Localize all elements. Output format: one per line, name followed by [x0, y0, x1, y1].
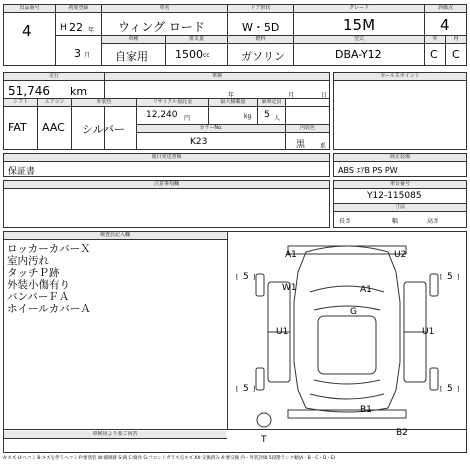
label-score: 評価点 — [425, 5, 466, 12]
inspection-year-unit: 年 — [228, 92, 235, 99]
label-post-delivery: 後日発送書類 — [4, 154, 329, 161]
tire-tr-bracket-r: ] — [457, 274, 460, 281]
dim-width: 幅 — [392, 218, 399, 225]
label-fuel: 燃料 — [228, 36, 293, 43]
tire-tr-score: 5 — [447, 272, 453, 282]
label-aircon: エアコン — [38, 99, 71, 106]
mark-b1: B1 — [360, 405, 372, 415]
tire-bl-bracket-r: ] — [253, 386, 256, 393]
displacement-unit: cc — [203, 52, 210, 59]
mileage-unit: km — [70, 85, 88, 98]
label-car-name: 車名 — [102, 5, 227, 12]
chassis-number: Y12-115085 — [367, 191, 422, 201]
post-delivery: 保証書 — [8, 167, 36, 177]
label-recycle: リサイクル預託金 — [137, 99, 208, 106]
inspector-item: ホイールカバーＡ — [7, 303, 91, 315]
model: DBA-Y12 — [335, 48, 382, 61]
label-color-no: カラーNo. — [137, 125, 285, 132]
inspection-month-unit: 月 — [288, 92, 295, 99]
max-load-unit: kg — [244, 113, 252, 120]
label-door-shape: ドア形状 — [228, 5, 293, 12]
mark-a1-front: A1 — [285, 250, 297, 260]
label-interior: 内 — [446, 36, 466, 43]
shift: FAT — [8, 121, 27, 134]
color-number: K23 — [190, 137, 208, 147]
displacement: 1500 — [175, 48, 203, 61]
label-color: 外装色 — [72, 99, 136, 106]
label-genuine: 純正装備 — [334, 154, 466, 161]
capacity: 5 — [264, 110, 270, 120]
label-car-type: 車種 — [102, 36, 165, 43]
label-exhibit-no: 出品番号 — [4, 5, 55, 12]
label-model: 型式 — [294, 36, 424, 43]
label-interior-color: 内装色 — [286, 125, 329, 132]
interior-color: 黒 — [296, 140, 306, 150]
label-displacement: 排気量 — [166, 36, 227, 43]
label-inspection: 車検 — [105, 73, 329, 80]
tire-br-bracket-l: [ — [440, 386, 443, 393]
mark-b2: B2 — [396, 428, 408, 438]
label-max-load: 最大積載量 — [209, 99, 257, 106]
first-reg-year-unit: 年 — [88, 27, 95, 34]
label-capacity: 乗車定員 — [258, 99, 285, 106]
score: 4 — [440, 16, 450, 34]
legend: A:キズ U:ヘコミ B:キズを伴うヘコミ P:要塗装 W:補修跡 S:錆 C:腐食 G:フロントガラス点キズ XX:交換済み X:要交換 内・外装評価 5段階ランク順(A・B・C・D・E) — [3, 456, 336, 461]
tire-tr-bracket-l: [ — [440, 274, 443, 281]
first-reg-month: 3 — [74, 47, 81, 60]
recycle: 12,240 — [146, 110, 178, 120]
recycle-unit: 円 — [184, 115, 191, 122]
car-type: 自家用 — [115, 50, 148, 63]
aircon: AAC — [42, 121, 65, 134]
inspector-item: バンパーＦＡ — [7, 291, 70, 303]
label-first-reg: 初度登録 — [56, 5, 101, 12]
mileage: 51,746 — [8, 84, 50, 98]
exhibit-number: 4 — [22, 22, 32, 40]
mark-a1-hood: A1 — [360, 285, 372, 295]
first-reg-month-unit: 月 — [84, 52, 91, 59]
tire-br-bracket-r: ] — [457, 386, 460, 393]
fuel: ガソリン — [241, 50, 285, 63]
interior-color-unit: 系 — [320, 143, 327, 150]
inspector-item: ロッカーカバーＸ — [7, 243, 91, 255]
first-reg-year: 22 — [69, 21, 83, 34]
inspector-item: 室内汚れ — [7, 255, 49, 267]
mark-u1-right: U1 — [422, 327, 435, 337]
tire-br-score: 5 — [447, 384, 453, 394]
mark-g: G — [350, 307, 357, 317]
interior-score: C — [452, 48, 460, 61]
mark-w1: W1 — [282, 283, 297, 293]
label-mileage: 走行 — [4, 73, 104, 80]
dim-height: 高さ — [427, 218, 440, 225]
sales-point-box — [333, 72, 467, 150]
label-dealer: 車検用より要ご回答 — [4, 431, 226, 438]
inspector-item: タッチＰ跡 — [7, 267, 60, 279]
tire-tl-bracket-r: ] — [253, 274, 256, 281]
first-reg-era: H — [60, 23, 67, 33]
grade: 15M — [343, 16, 376, 34]
label-inspector: 検査員記入欄 — [4, 232, 226, 239]
inspection-day-unit: 日 — [321, 92, 328, 99]
inspector-item: 外装小傷有り — [7, 279, 70, 291]
label-chassis: 車台番号 — [334, 181, 466, 188]
tire-tl-score: 5 — [243, 272, 249, 282]
label-dims: 寸法 — [334, 204, 466, 211]
label-exterior: 外 — [425, 36, 445, 43]
mark-t-spare: T — [261, 435, 267, 445]
color: シルバー — [82, 123, 125, 136]
tire-bl-bracket-l: [ — [236, 386, 239, 393]
capacity-unit: 人 — [274, 115, 281, 122]
exterior-score: C — [430, 48, 438, 61]
dim-length: 長さ — [339, 218, 352, 225]
genuine-equipment: ABS ｴｱB PS PW — [338, 166, 398, 175]
label-sales-point: セールスポイント — [334, 73, 466, 80]
mark-u2-front: U2 — [394, 250, 407, 260]
label-notes: 注意事項欄 — [4, 181, 329, 188]
label-shift: シフト — [4, 99, 37, 106]
mark-u1-left: U1 — [276, 327, 289, 337]
car-name: ウィング ロード — [118, 20, 205, 34]
tire-tl-bracket-l: [ — [236, 274, 239, 281]
tire-bl-score: 5 — [243, 384, 249, 394]
door-shape: W・5D — [242, 21, 280, 34]
label-grade: グレード — [294, 5, 424, 12]
